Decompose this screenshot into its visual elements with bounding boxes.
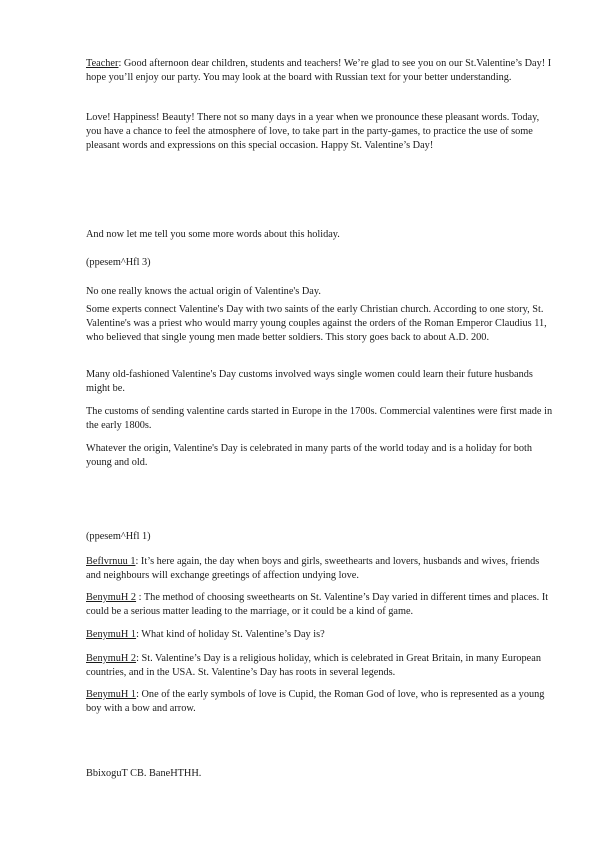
history-paragraph: No one really knows the actual origin of Valentine's Day. <box>86 286 321 297</box>
dialogue-line <box>86 591 556 619</box>
speaker-label: BenymuH 2 <box>86 592 137 603</box>
history-paragraph: The customs of sending valentine cards started in Europe in the 1700s. Commercial valentines were first made in the early 1800s. <box>86 406 553 431</box>
more-words-paragraph: And now let me tell you some more words about this holiday. <box>86 229 340 240</box>
dialogue-text: : One of the early symbols of love is Cupid, the Roman God of love, who is represented as a young boy with a bow and arrow. <box>86 689 545 714</box>
dialogue-text: : St. Valentine’s Day is a religious holiday, which is celebrated in Great Britain, in many European countries, and in the USA. St. Valentine’s Day has roots in several legends. <box>86 653 541 678</box>
dialogue-line <box>86 628 556 642</box>
dialogue-line <box>86 688 556 716</box>
speaker-label: Teacher <box>86 58 119 69</box>
history-paragraph: Many old-fashioned Valentine's Day customs involved ways single women could learn their future husbands might be. <box>86 369 533 394</box>
teacher-intro-paragraph <box>86 57 556 85</box>
love-paragraph: Love! Happiness! Beauty! There not so many days in a year when we pronounce these pleasant words. Today, you have a chance to feel the atmosphere of love, to take part in the party-games, to practice the use of some pleasant words and expressions on this special occasion. Happy St. Valentine’s Day! <box>86 112 540 151</box>
footer-line: BbixoguT CB. BaneHTHH. <box>86 768 202 779</box>
paragraph-text: : Good afternoon dear children, students and teachers! We’re glad to see you on our St.Valentine’s Day! I hope you’ll enjoy our party. You may look at the board with Russian text for your better understanding. <box>86 58 552 83</box>
section-marker-3: (ppesem^Hfl 3) <box>86 257 151 268</box>
history-paragraph: Some experts connect Valentine's Day with two saints of the early Christian church. According to one story, St. Valentine's was a priest who would marry young couples against the orders of the Roman Emperor Claudius 11, who believed that single young men made better soldiers. This story goes back to about A.D. 200. <box>86 304 547 343</box>
speaker-label: BenymuH 1 <box>86 629 137 640</box>
history-paragraph: Whatever the origin, Valentine's Day is celebrated in many parts of the world today and is a holiday for both young and old. <box>86 443 533 468</box>
dialogue-text: : It’s here again, the day when boys and girls, sweethearts and lovers, husbands and wives, friends and neighbours will exchange greetings of affection undying love. <box>86 556 540 581</box>
dialogue-text: : The method of choosing sweethearts on St. Valentine’s Day varied in different times and places. It could be a serious matter leading to the marriage, or it could be a kind of game. <box>86 592 549 617</box>
dialogue-text: : What kind of holiday St. Valentine’s Day is? <box>136 629 325 640</box>
dialogue-line <box>86 555 556 583</box>
speaker-label: BenymuH 2 <box>86 653 137 664</box>
speaker-label: BenymuH 1 <box>86 689 137 700</box>
section-marker-1: (ppesem^Hfl 1) <box>86 531 151 542</box>
dialogue-line <box>86 652 556 680</box>
speaker-label: Beflvrnuu 1 <box>86 556 136 567</box>
